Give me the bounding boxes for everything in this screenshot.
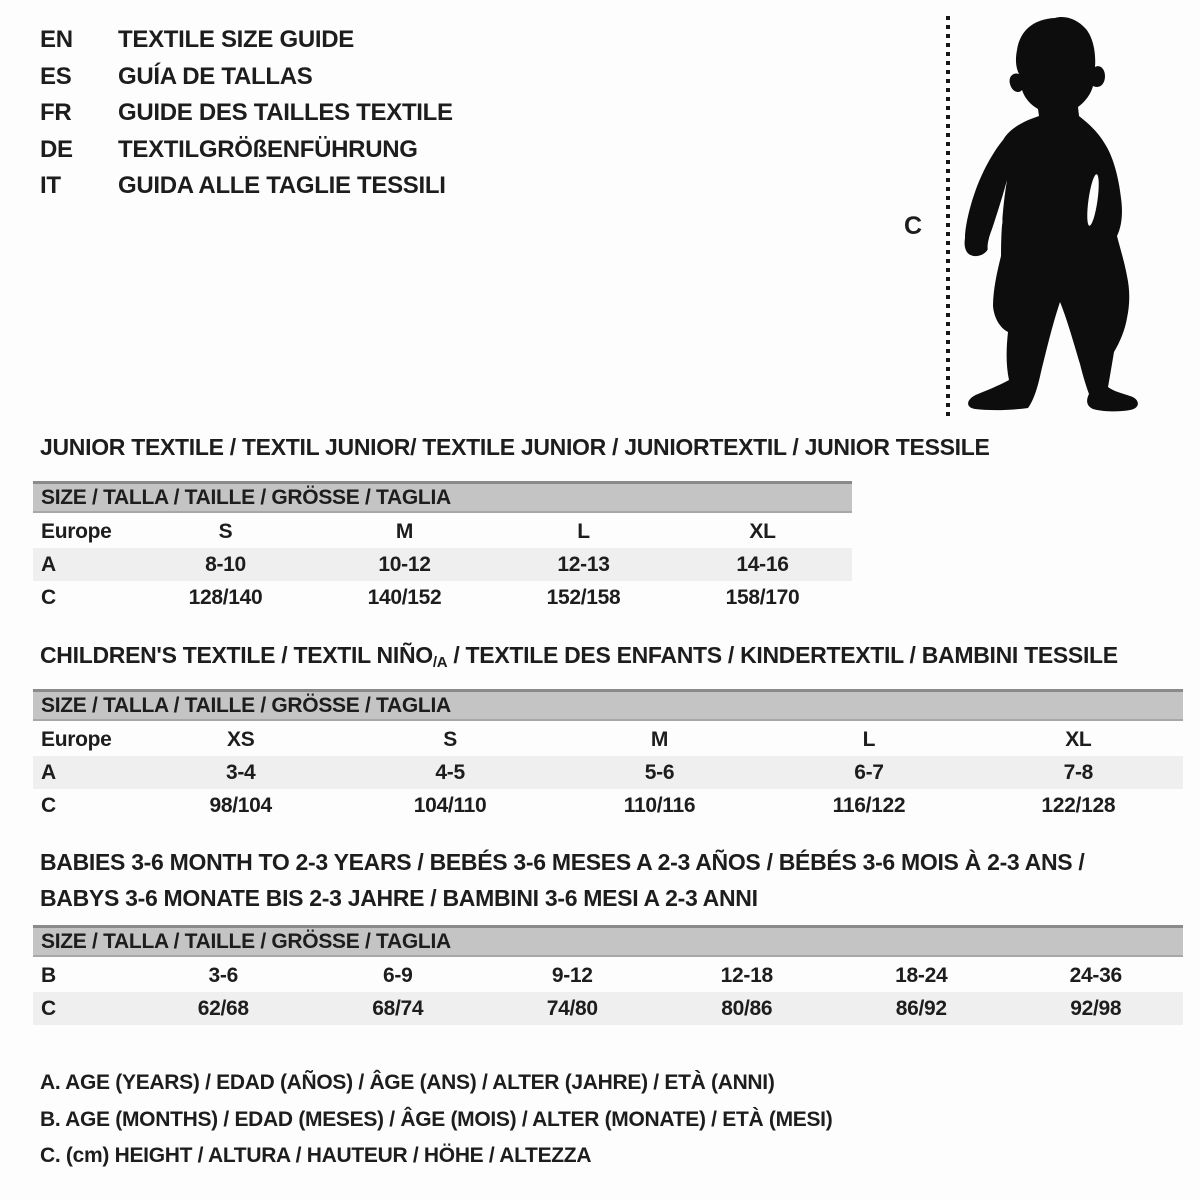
age-cell: 7-8	[1063, 761, 1094, 784]
row-label: B	[41, 964, 56, 987]
age-cell: 3-4	[225, 761, 256, 784]
months-cell: 12-18	[720, 964, 773, 987]
lang-row-fr	[40, 95, 453, 132]
age-cell: 5-6	[644, 761, 675, 784]
size-cell: M	[395, 520, 414, 543]
lang-title-fr: GUIDE DES TAILLES TEXTILE	[118, 99, 453, 127]
babies-section-title-line2: BABYS 3-6 MONATE BIS 2-3 JAHRE / BAMBINI 3-6 MESI A 2-3 ANNI	[40, 885, 758, 911]
children-title-suffix: / TEXTILE DES ENFANTS / KINDERTEXTIL / BAMBINI TESSILE	[447, 642, 1118, 668]
row-label: Europe	[41, 728, 112, 751]
children-row-height	[33, 789, 1183, 822]
size-cell: XL	[1065, 728, 1092, 751]
height-cell: 140/152	[367, 586, 442, 609]
height-cell: 68/74	[372, 997, 424, 1020]
height-cell: 104/110	[413, 794, 487, 817]
lang-code-fr: FR	[40, 99, 72, 127]
months-cell: 9-12	[551, 964, 593, 987]
babies-row-height	[33, 992, 1183, 1025]
lang-code-it: IT	[40, 172, 61, 200]
height-cell: 158/170	[725, 586, 800, 609]
row-label: Europe	[41, 520, 112, 543]
lang-title-it: GUIDA ALLE TAGLIE TESSILI	[118, 172, 446, 200]
size-cell: XS	[226, 728, 255, 751]
babies-size-table	[33, 925, 1183, 1025]
legend-age-months: B. AGE (MONTHS) / EDAD (MESES) / ÂGE (MOIS) / ALTER (MONATE) / ETÀ (MESI)	[40, 1108, 833, 1131]
height-cell: 110/116	[623, 794, 696, 817]
age-cell: 14-16	[736, 553, 789, 576]
lang-code-de: DE	[40, 135, 73, 163]
row-label: C	[41, 586, 56, 609]
junior-row-age	[33, 548, 852, 581]
junior-row-europe	[33, 515, 852, 548]
months-cell: 3-6	[208, 964, 238, 987]
children-section-title	[40, 642, 1118, 671]
size-cell: L	[862, 728, 876, 751]
age-cell: 4-5	[435, 761, 465, 784]
junior-row-height	[33, 581, 852, 614]
size-cell: S	[218, 520, 233, 543]
height-cell: 86/92	[895, 997, 947, 1020]
age-cell: 12-13	[557, 553, 610, 576]
height-cell: 92/98	[1070, 997, 1122, 1020]
age-cell: 8-10	[205, 553, 246, 576]
height-measure-dotted-line	[946, 16, 950, 416]
months-cell: 24-36	[1069, 964, 1122, 987]
children-title-prefix: CHILDREN'S TEXTILE / TEXTIL NIÑO	[40, 642, 433, 668]
height-cell: 62/68	[197, 997, 249, 1020]
lang-row-it	[40, 168, 453, 205]
row-label: A	[41, 553, 56, 576]
months-cell: 18-24	[895, 964, 948, 987]
height-measure-label: C	[904, 212, 922, 240]
age-cell: 6-7	[854, 761, 884, 784]
size-cell: L	[577, 520, 590, 543]
age-cell: 10-12	[378, 553, 431, 576]
size-cell: XL	[749, 520, 776, 543]
lang-row-de	[40, 132, 453, 169]
height-cell: 74/80	[546, 997, 598, 1020]
junior-size-table	[33, 481, 852, 614]
height-cell: 80/86	[721, 997, 773, 1020]
toddler-silhouette-icon	[962, 14, 1152, 419]
children-size-table	[33, 689, 1183, 822]
junior-section-title: JUNIOR TEXTILE / TEXTIL JUNIOR/ TEXTILE JUNIOR / JUNIORTEXTIL / JUNIOR TESSILE	[40, 434, 990, 460]
legend-height-cm: C. (cm) HEIGHT / ALTURA / HAUTEUR / HÖHE / ALTEZZA	[40, 1144, 592, 1167]
lang-row-es	[40, 59, 453, 96]
row-label: C	[41, 997, 56, 1020]
junior-table-header: SIZE / TALLA / TAILLE / GRÖSSE / TAGLIA	[33, 481, 852, 513]
lang-title-en: TEXTILE SIZE GUIDE	[118, 26, 354, 54]
height-cell: 128/140	[188, 586, 263, 609]
children-row-age	[33, 756, 1183, 789]
lang-row-en	[40, 22, 453, 59]
children-table-header: SIZE / TALLA / TAILLE / GRÖSSE / TAGLIA	[33, 689, 1183, 721]
legend-age-years: A. AGE (YEARS) / EDAD (AÑOS) / ÂGE (ANS) / ALTER (JAHRE) / ETÀ (ANNI)	[40, 1071, 775, 1094]
babies-section-title-line1: BABIES 3-6 MONTH TO 2-3 YEARS / BEBÉS 3-6 MESES A 2-3 AÑOS / BÉBÉS 3-6 MOIS À 2-3 ANS /	[40, 849, 1085, 875]
children-row-europe	[33, 723, 1183, 756]
height-cell: 122/128	[1041, 794, 1116, 817]
row-label: C	[41, 794, 56, 817]
lang-code-en: EN	[40, 26, 73, 54]
size-cell: M	[650, 728, 669, 751]
lang-code-es: ES	[40, 62, 72, 90]
row-label: A	[41, 761, 56, 784]
children-title-subscript: /A	[432, 654, 448, 671]
height-cell: 152/158	[546, 586, 621, 609]
babies-row-months	[33, 959, 1183, 992]
lang-title-de: TEXTILGRÖßENFÜHRUNG	[118, 135, 418, 163]
height-cell: 98/104	[209, 794, 272, 817]
size-cell: S	[443, 728, 457, 751]
lang-title-es: GUÍA DE TALLAS	[118, 62, 313, 90]
babies-table-header: SIZE / TALLA / TAILLE / GRÖSSE / TAGLIA	[33, 925, 1183, 957]
language-title-block	[40, 22, 453, 205]
months-cell: 6-9	[383, 964, 413, 987]
height-cell: 116/122	[832, 794, 906, 817]
